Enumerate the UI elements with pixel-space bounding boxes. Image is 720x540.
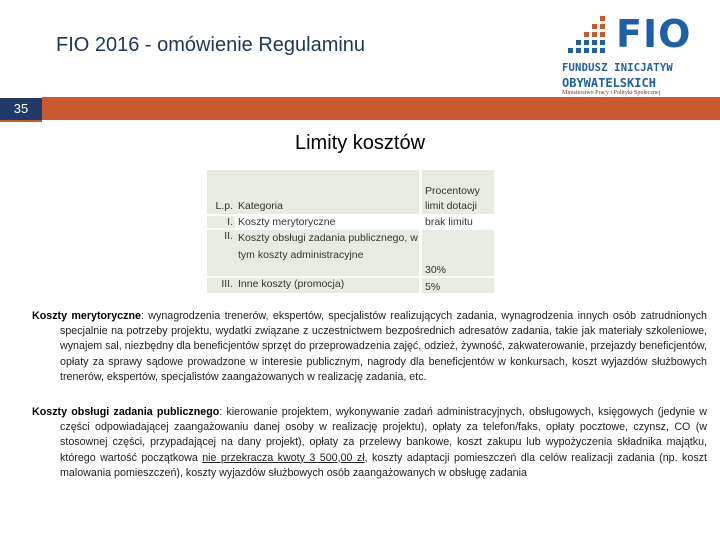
row-lp: III. [207, 278, 235, 293]
header-category: Kategoria [235, 170, 419, 214]
p2-text-a: : kierowanie projektem, wykonywanie zadań administracyjnych, obsługowych, księgowych (jedynie w części odpowiadającej zaangażowaniu danej osoby w realizację projektu), opłaty za telefon/faks, opłaty pocztowe, czynsz, CO (w stosownej części, przypadającej na dany projekt), opłaty za przelewy bankowe, koszt zakupu lub wypożyczenia składnika majątku, którego wartość początkowa [60, 406, 707, 464]
paragraph-substantive-costs [32, 309, 707, 385]
header-limit: Procentowy limit dotacji [422, 170, 494, 214]
p2-text-b: , koszty adaptacji pomieszczeń dla celów realizacji zadania (np. koszt malowania pomieszczeń), koszty wyjazdów służbowych osób zaangażowanych w obsługę zadania [60, 451, 707, 479]
row-limit: brak limitu [425, 216, 473, 228]
header-lp: L.p. [207, 170, 235, 214]
slide-number: 35 [0, 98, 42, 120]
logo-dots-icon [560, 14, 612, 58]
row-category: Inne koszty (promocja) [235, 278, 419, 293]
row-lp: II. [207, 230, 235, 276]
table-row [207, 214, 497, 228]
logo-word: FIO [616, 12, 692, 56]
row-category: Koszty obsługi zadania publicznego, w tym koszty administracyjne [235, 230, 419, 276]
cost-limits-table [207, 170, 497, 293]
logo-line2: OBYWATELSKICH [562, 76, 656, 90]
table-row [207, 228, 497, 276]
slide-title: FIO 2016 - omówienie Regulaminu [56, 34, 366, 56]
p2-label: Koszty obsługi zadania publicznego [32, 406, 220, 418]
p2-underlined: nie przekracza kwoty 3 500,00 zł [202, 451, 365, 464]
table-row [207, 276, 497, 293]
logo-ministry: Ministerstwo Pracy i Polityki Społecznej [562, 90, 661, 96]
table-header-row [207, 170, 497, 214]
logo-line1: FUNDUSZ INICJATYW [562, 62, 673, 74]
row-category: Koszty merytoryczne [238, 216, 336, 228]
row-lp: I. [207, 216, 235, 228]
accent-bar [42, 97, 720, 120]
paragraph-administrative-costs [32, 405, 707, 481]
p1-label: Koszty merytoryczne [32, 310, 141, 322]
row-limit: 30% [422, 230, 494, 276]
p1-text: : wynagrodzenia trenerów, ekspertów, specjalistów realizujących zadania, wynagrodzenia innych osób zatrudnionych specjalnie na potrzeby projektu, wydatki związane z uczestnictwem bezpośrednich adresatów zadania, takie jak materiały szkoleniowe, wynajem sal, niezbędny dla beneficjentów sprzęt do przeprowadzenia zajęć, odzież, żywność, zakwaterowanie, przejazdy beneficjentów, opłaty za sprawy sądowe prowadzone w interesie publicznym, nagrody dla beneficjentów w konkursach, koszt wyjazdów służbowych trenerów, ekspertów, specjalistów zaangażowanych w realizację zadania, etc. [60, 310, 708, 383]
subtitle: Limity kosztów [294, 132, 426, 154]
row-limit: 5% [422, 278, 494, 293]
fio-logo [556, 10, 706, 96]
